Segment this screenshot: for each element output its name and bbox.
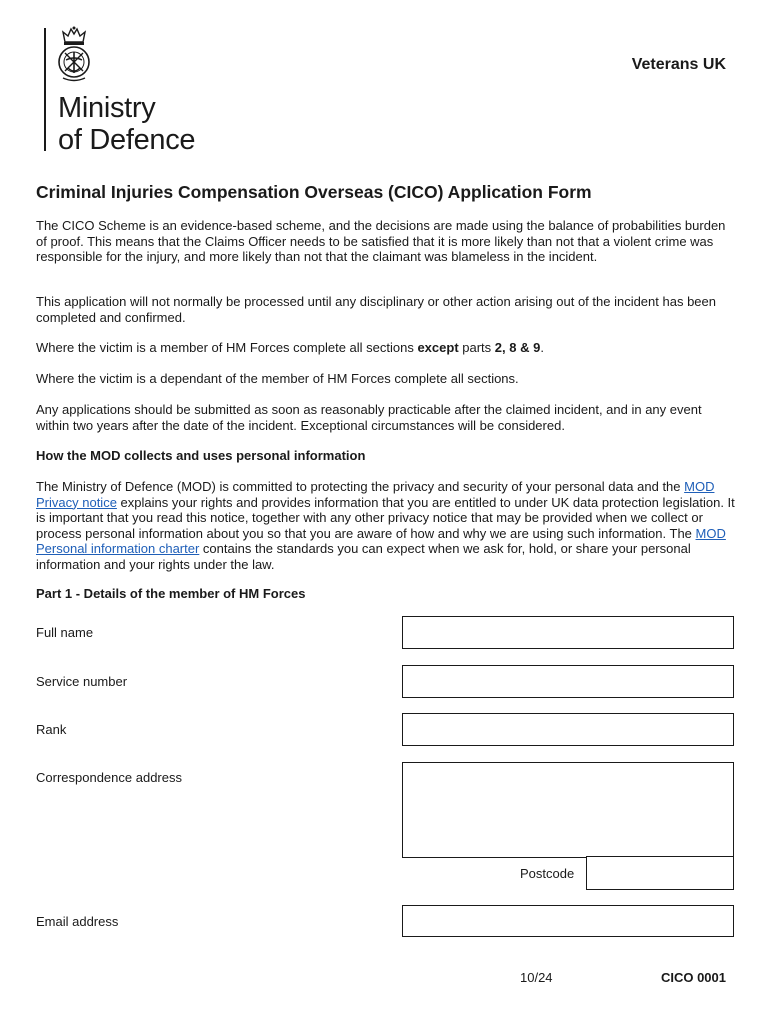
form-title: Criminal Injuries Compensation Overseas (CICO) Application Form bbox=[36, 182, 592, 202]
privacy-heading: How the MOD collects and uses personal information bbox=[36, 448, 366, 463]
p3-bold-except: except bbox=[417, 340, 459, 355]
correspondence-address-field[interactable] bbox=[402, 762, 734, 858]
p3-bold-parts: 2, 8 & 9 bbox=[494, 340, 541, 355]
service-number-field[interactable] bbox=[402, 665, 734, 698]
royal-crest-icon bbox=[53, 26, 95, 84]
logo-divider-line bbox=[44, 28, 46, 151]
intro-paragraph-1: The CICO Scheme is an evidence-based scheme, and the decisions are made using the balance of probabilities burden of proof. This means that the Claims Officer needs to be satisfied that it is more likely than not that a violent crime was responsible for the injury, and more likely than not that the claimant was blameless in the incident. bbox=[36, 218, 726, 264]
p3-text-start: Where the victim is a member of HM Forces complete all sections bbox=[36, 340, 418, 355]
intro-paragraph-2: This application will not normally be processed until any disciplinary or other action arising out of the incident has been completed and confirmed. bbox=[36, 294, 716, 325]
organisation-name: Veterans UK bbox=[631, 56, 726, 73]
privacy-text-2: explains your rights and provides information that you are entitled to under UK data protection legislation. It is important that you read this notice, together with any other privacy notice that may be provided when we collect or process personal information about you so that you are aware of how and why we are using such information. The bbox=[36, 494, 735, 541]
intro-paragraph-4: Where the victim is a dependant of the member of HM Forces complete all sections. bbox=[36, 371, 519, 386]
full-name-label: Full name bbox=[36, 625, 94, 640]
intro-paragraph-5: Any applications should be submitted as soon as reasonably practicable after the claimed incident, and in any event within two years after the date of the incident. Exceptional circumstances will be considered. bbox=[36, 402, 702, 433]
form-code: CICO 0001 bbox=[660, 970, 726, 985]
privacy-text-1: The Ministry of Defence (MOD) is committed to protecting the privacy and security of your personal data and the bbox=[36, 479, 685, 494]
postcode-label: Postcode bbox=[520, 866, 575, 881]
correspondence-address-label: Correspondence address bbox=[36, 770, 182, 785]
mod-personal-information-charter-link[interactable]: MOD Personal information charter bbox=[36, 525, 726, 556]
ministry-of-defence-logo-text bbox=[58, 92, 195, 156]
p3-text-end: . bbox=[540, 340, 544, 355]
email-address-field[interactable] bbox=[402, 905, 734, 937]
logo-line-1: Ministry bbox=[58, 92, 156, 124]
privacy-text-3: contains the standards you can expect when we ask for, hold, or share your personal information and your rights under the law. bbox=[36, 541, 691, 572]
email-address-label: Email address bbox=[36, 914, 119, 929]
postcode-field[interactable] bbox=[586, 856, 734, 890]
page-number: 10/24 bbox=[520, 970, 553, 985]
rank-label: Rank bbox=[36, 722, 67, 737]
mod-privacy-notice-link[interactable]: MOD Privacy notice bbox=[36, 479, 715, 510]
p3-text-mid: parts bbox=[458, 340, 495, 355]
privacy-paragraph bbox=[36, 479, 736, 572]
intro-paragraph-3 bbox=[36, 340, 736, 356]
logo-line-2: of Defence bbox=[58, 124, 196, 156]
rank-field[interactable] bbox=[402, 713, 734, 746]
full-name-field[interactable] bbox=[402, 616, 734, 649]
part1-heading: Part 1 - Details of the member of HM Forces bbox=[36, 586, 306, 601]
service-number-label: Service number bbox=[36, 674, 128, 689]
